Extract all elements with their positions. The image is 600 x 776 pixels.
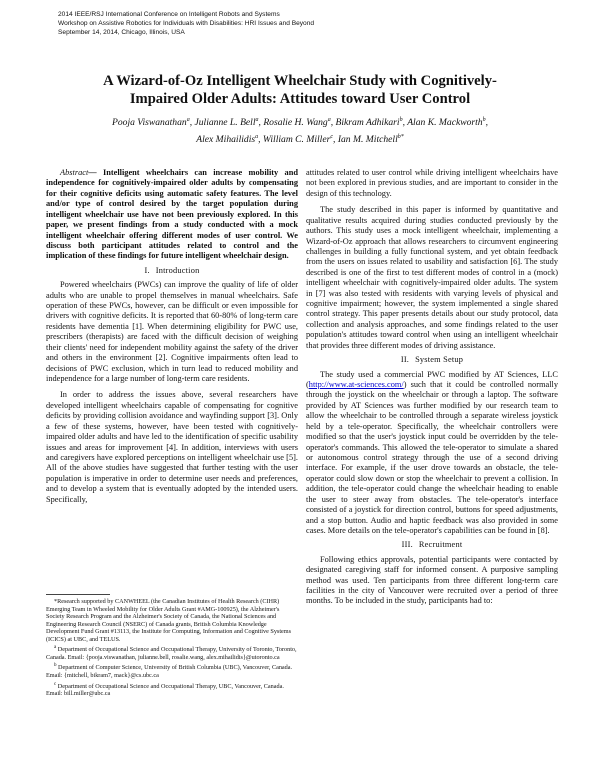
left-column <box>46 168 298 505</box>
author-name: William C. Miller <box>262 134 331 146</box>
author-line-2 <box>40 130 560 147</box>
affiliation-mark: c <box>54 681 57 687</box>
author-separator: , <box>485 117 489 129</box>
author-separator: , <box>258 117 264 129</box>
conference-line-3: September 14, 2014, Chicago, Illinois, USA <box>58 29 185 37</box>
author-affiliation-mark: b <box>482 117 486 123</box>
author-name: Pooja Viswanathan <box>111 117 187 129</box>
affiliation-footnote-a <box>46 644 298 661</box>
affiliation-text: Department of Computer Science, University of British Columbia (UBC), Vancouver, Canada. Email: {mitchell, bikram7, mack}@cs.ubc.ca <box>46 664 293 680</box>
author-line-1 <box>40 113 560 130</box>
author-name: Julianne L. Bell <box>194 117 256 129</box>
paragraph-text: ) such that it could be controlled normally through the joystick on the wheelchair or through a laptop. The software provided by AT Sciences was further modified by our research team to allow the wheelchair to be controlled through a separate wireless joystick held by a tele-operator. Specifically, the wheelchair controllers were modified so that the user's joystick input could be overridden by the tele-operator's commands. This allowed the tele-operator to simulate a shared or autonomous control strategy through the use of a second driving interface. For example, if the user drove towards an obstacle, the tele-operator could slow down or stop the wheelchair to prevent a collision. In addition, the tele-operator could change the wheelchair heading to enable the user to steer away from obstacles. The tele-operator's interface consisted of a joystick for direction control, buttons for speed adjustments, and a stop button. Audio and haptic feedback was also provided in some cases. More details on the tele-operator's capabilities can be found in [8]. <box>306 380 558 535</box>
footnote-divider <box>46 594 110 595</box>
abstract-text: Intelligent wheelchairs can increase mobility and independence for cognitively-impaired older adults by compensating for their cognitive deficits using automatic safety features. The level and/or type of control desired by the target population during intelligent wheelchair use have not been previously explored. In this paper, we present findings from a study conducted with a mock intelligent wheelchair offering different modes of user control. We discuss both participant attitudes related to control and the implication of these findings for future intelligent wheelchair design. <box>46 168 298 261</box>
author-affiliation-mark: a <box>186 117 190 123</box>
affiliation-mark: a <box>54 645 57 651</box>
author-affiliation-mark: b <box>399 117 403 123</box>
paragraph: Following ethics approvals, potential participants were contacted by designated caregiving staff for informed consent. A purposive sampling method was used. Ten participants from three different long-term care facilities in the city of Vancouver were recruited over a period of three months. To be included in the study, participants had to: <box>306 554 558 606</box>
section-number: I. <box>144 265 150 275</box>
conference-line-1: 2014 IEEE/RSJ International Conference on Intelligent Robots and Systems <box>58 11 280 18</box>
author-name: Bikram Adhikari <box>335 117 400 129</box>
abstract <box>46 168 298 262</box>
affiliation-footnote-c <box>46 681 298 698</box>
author-affiliation-mark: c <box>330 134 334 141</box>
affiliation-footnote-b <box>46 662 298 679</box>
section-number: II. <box>400 355 410 365</box>
paper-title <box>30 72 570 108</box>
right-column <box>306 168 558 607</box>
abstract-label: Abstract <box>60 168 89 177</box>
author-affiliation-mark: b* <box>397 134 404 141</box>
author-separator: , <box>333 134 338 146</box>
author-name: Alan K. Mackworth <box>407 117 483 129</box>
section-heading-system-setup <box>306 355 558 365</box>
section-title: System Setup <box>415 355 464 365</box>
section-number: III. <box>401 540 413 550</box>
author-separator: , <box>258 134 263 146</box>
section-heading-recruitment <box>306 540 558 550</box>
author-affiliation-mark: a <box>327 117 331 123</box>
affiliation-mark: b <box>54 663 57 669</box>
affiliation-text: Department of Occupational Science and Occupational Therapy, University of Toronto, Toronto, Canada. Email: {pooja.viswanathan, julianne.bell, rosalie.wang, alex.mihailidis}@utoronto.ca <box>46 646 297 661</box>
section-title: Recruitment <box>418 540 463 550</box>
title-line-2: Impaired Older Adults: Attitudes toward User Control <box>129 91 471 107</box>
author-separator: , <box>330 117 336 129</box>
author-affiliation-mark: a <box>255 134 259 141</box>
paragraph: attitudes related to user control while driving intelligent wheelchairs have not been explored in previous studies, and are important to consider in the design of this technology. <box>306 168 558 198</box>
author-separator: , <box>402 117 408 129</box>
paragraph-text: The study used a commercial PWC modified by AT Sciences, LLC ( <box>306 369 558 390</box>
section-title: Introduction <box>155 265 200 275</box>
conference-header <box>58 10 458 38</box>
author-name: Rosalie H. Wang <box>263 117 328 129</box>
paragraph: In order to address the issues above, several researchers have developed intelligent wheelchairs capable of compensating for cognitive deficits by providing collision avoidance and wayfinding support [3]. Only a few of these systems, however, have been tested with cognitively-impaired older adults and have led to the identification of specific usability issues and areas for improvement [4]. In addition, interviews with users and caregivers have explored perceptions on intelligent wheelchair use [5]. All of the above studies have suggested that further testing with the user population is imperative in order to determine user needs and preferences, and to develop a system that is eventually adopted by the intended users. Specifically, <box>46 390 298 504</box>
title-line-1: A Wizard-of-Oz Intelligent Wheelchair Study with Cognitively- <box>103 73 497 89</box>
paragraph: The study described in this paper is informed by quantitative and qualitative results acquired during studies conducted previously by the authors. This study uses a mock intelligent wheelchair, implementing a Wizard-of-Oz approach that allows researchers to circumvent engineering challenges in building a fully functional system, and yet obtain feedback from the users on issues related to usability and satisfaction [6]. The study described is one of the first to test different modes of control in a (mock) intelligent wheelchair with cognitively-impaired older adults. The system in [7] was also tested with residents with varying levels of physical and cognitive impairment; however, the system implemented a single shared control strategy. This paper presents details about our study protocol, data collection and analysis approaches, and some findings related to the user population's attitudes toward control when using an intelligent wheelchair that provides three different modes of driving assistance. <box>306 205 558 350</box>
conference-line-2: Workshop on Assistive Robotics for Individuals with Disabilities: HRI Issues and Beyond <box>58 20 315 28</box>
footnotes <box>46 598 298 699</box>
author-name: Ian M. Mitchell <box>337 134 398 146</box>
author-name: Alex Mihailidis <box>196 134 256 146</box>
at-sciences-link[interactable]: http://www.at-sciences.com/ <box>308 380 404 390</box>
paragraph <box>306 370 558 537</box>
abstract-dash: — <box>88 168 103 177</box>
section-heading-introduction <box>46 266 298 276</box>
author-separator: , <box>189 117 195 129</box>
funding-footnote: *Research supported by CANWHEEL (the Canadian Institutes of Health Research (CIHR) Emerging Team in Wheeled Mobility for Older Adults Grant #AMG-100925), the Alzheimer's Society Research Program and the Alzheimer's Society of Canada, the National Sciences and Engineering Research Council (NSERC) of Canada grants, British Columbia Knowledge Development Fund Grant #13113, the Institute for Computing, Information and Cognitive Systems (ICICS) at UBC, and TELUS. <box>46 598 292 643</box>
paragraph: Powered wheelchairs (PWCs) can improve the quality of life of older adults who are unable to propel themselves in manual wheelchairs. Safe operation of these PWCs, however, can be difficult or even impossible for drivers with cognitive deficits. It is reported that 60-80% of long-term care residents have dementia [1]. When determining eligibility for PWC use, prescribers (therapists) are faced with the difficult decision of weighing their clients' need for independent mobility against the safety of the driver and others in the environment [2]. Cognitive impairments often lead to decisions of PWC exclusion, which in turn lead to reduced mobility and independence for a large number of long-term care residents. <box>46 280 298 384</box>
affiliation-text: Department of Occupational Science and Occupational Therapy, UBC, Vancouver, Canada. Email: bill.miller@ubc.ca <box>46 682 284 698</box>
author-affiliation-mark: a <box>255 117 259 123</box>
author-list <box>40 113 560 147</box>
